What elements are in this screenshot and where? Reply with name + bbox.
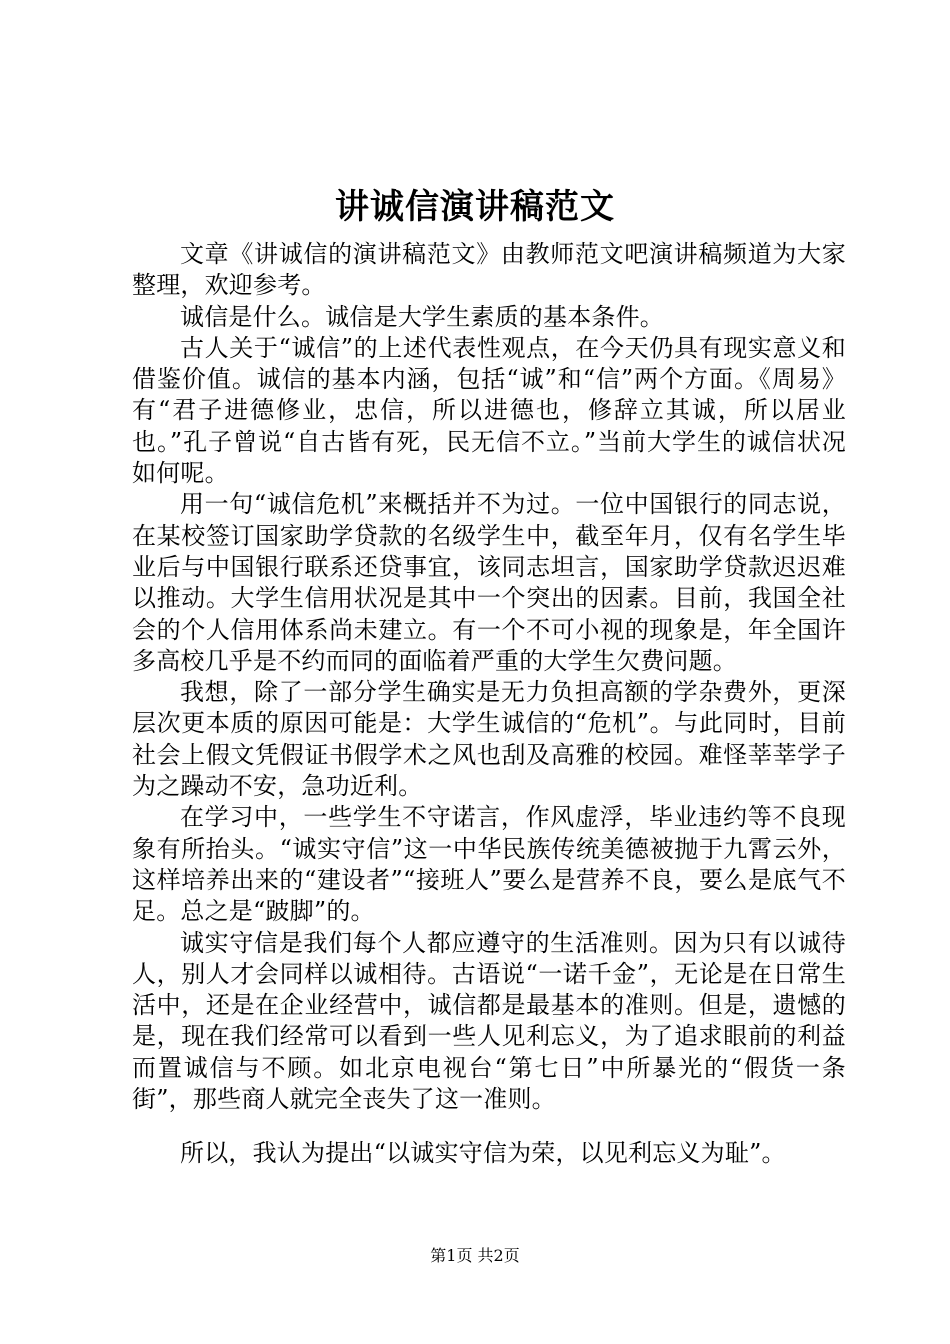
paragraph: 诚实守信是我们每个人都应遵守的生活准则。因为只有以诚待人，别人才会同样以诚相待。古语说“一诺千金”，无论是在日常生活中，还是在企业经营中，诚信都是最基本的准则。但是，遗憾的是，现在我们经常可以看到一些人见利忘义，为了追求眼前的利益而置诚信与不顾。如北京电视台“第七日”中所暴光的“假货一条街”，那些商人就完全丧失了这一准则。	[132, 928, 846, 1114]
paragraph: 所以，我认为提出“以诚实守信为荣，以见利忘义为耻”。	[180, 1139, 786, 1168]
page-number-footer: 第1页 共2页	[430, 1246, 520, 1265]
paragraph: 文章《讲诚信的演讲稿范文》由教师范文吧演讲稿频道为大家整理，欢迎参考。	[132, 240, 846, 300]
paragraph: 在学习中，一些学生不守诺言，作风虚浮，毕业违约等不良现象有所抬头。“诚实守信”这一中华民族传统美德被抛于九霄云外，这样培养出来的“建设者”“接班人”要么是营养不良，要么是底气不足。总之是“跛脚”的。	[132, 803, 846, 926]
document-body	[132, 239, 846, 1170]
document-title: 讲诚信演讲稿范文	[335, 187, 615, 227]
paragraph: 古人关于“诚信”的上述代表性观点，在今天仍具有现实意义和借鉴价值。诚信的基本内涵，包括“诚”和“信”两个方面。《周易》有“君子进德修业，忠信，所以进德也，修辞立其诚，所以居业也。”孔子曾说“自古皆有死，民无信不立。”当前大学生的诚信状况如何呢。	[132, 333, 846, 488]
paragraph: 我想，除了一部分学生确实是无力负担高额的学杂费外，更深层次更本质的原因可能是：大学生诚信的“危机”。与此同时，目前社会上假文凭假证书假学术之风也刮及高雅的校园。难怪莘莘学子为之躁动不安，急功近利。	[132, 678, 846, 801]
paragraph: 诚信是什么。诚信是大学生素质的基本条件。	[180, 302, 664, 331]
paragraph: 用一句“诚信危机”来概括并不为过。一位中国银行的同志说，在某校签订国家助学贷款的名级学生中，截至年月，仅有名学生毕业后与中国银行联系还贷事宜，该同志坦言，国家助学贷款迟迟难以推动。大学生信用状况是其中一个突出的因素。目前，我国全社会的个人信用体系尚未建立。有一个不可小视的现象是，年全国许多高校几乎是不约而同的面临着严重的大学生欠费问题。	[132, 490, 846, 675]
